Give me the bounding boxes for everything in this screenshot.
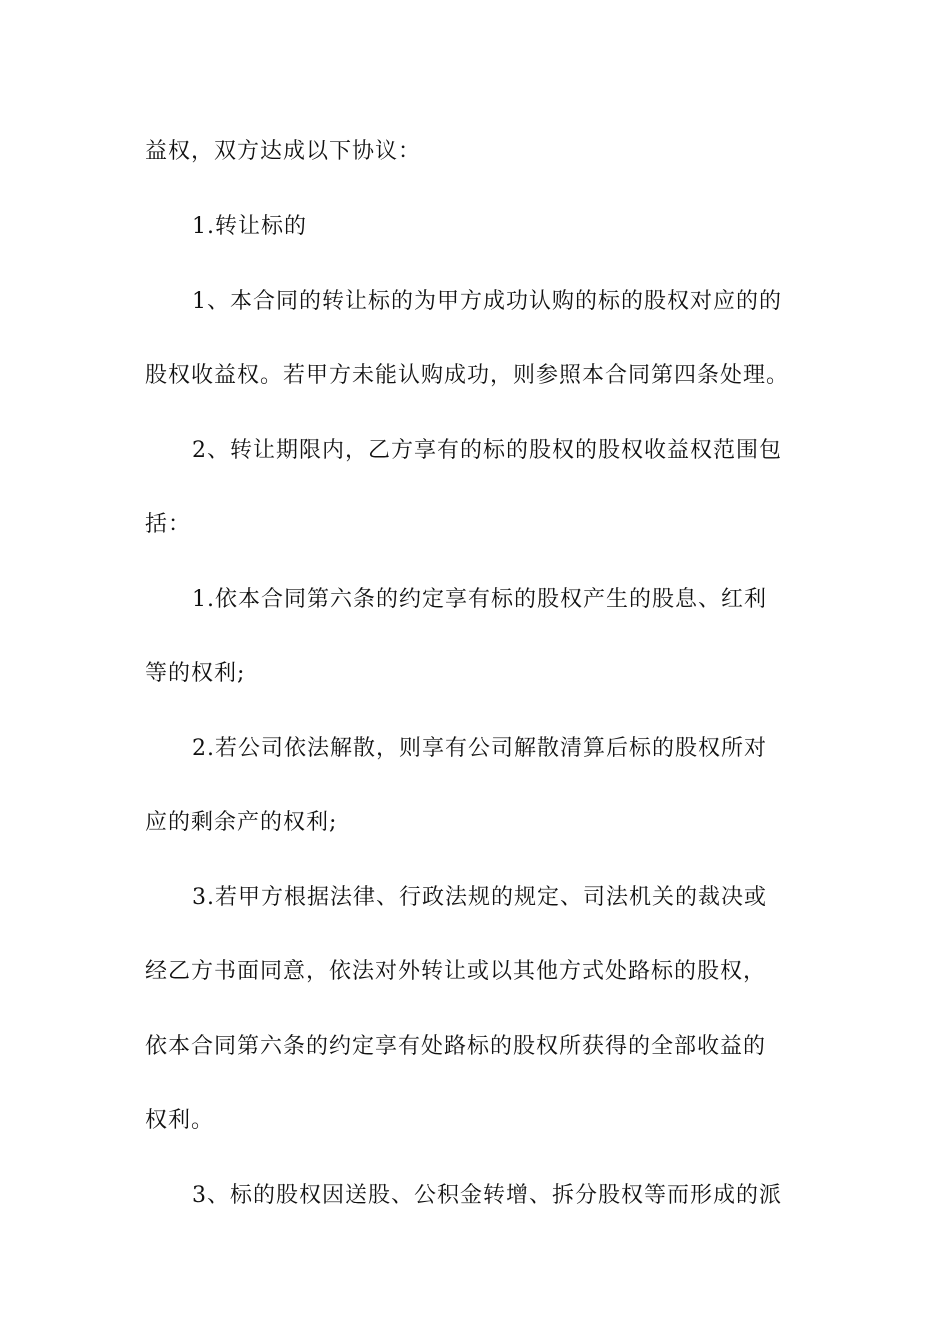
text-line-8: 等的权利; — [145, 661, 246, 686]
text-line-4: 股权收益权。若甲方未能认购成功，则参照本合同第四条处理。 — [145, 363, 790, 388]
text-line-1: 益权，双方达成以下协议： — [145, 139, 422, 164]
text-line-11: 3.若甲方根据法律、行政法规的规定、司法机关的裁决或 — [192, 885, 767, 910]
text-line-14: 权利。 — [145, 1108, 215, 1133]
text-line-6: 括： — [145, 512, 192, 537]
text-line-5: 2、转让期限内，乙方享有的标的股权的股权收益权范围包 — [192, 438, 782, 463]
text-line-7: 1.依本合同第六条的约定享有标的股权产生的股息、红利 — [192, 587, 767, 612]
text-line-12: 经乙方书面同意，依法对外转让或以其他方式处路标的股权， — [145, 959, 767, 984]
text-line-10: 应的剩余产的权利; — [145, 810, 338, 835]
text-line-3: 1、本合同的转让标的为甲方成功认购的标的股权对应的的 — [192, 289, 782, 314]
text-line-9: 2.若公司依法解散，则享有公司解散清算后标的股权所对 — [192, 736, 767, 761]
section-heading-transfer-subject: 1.转让标的 — [192, 214, 307, 239]
text-line-15: 3、标的股权因送股、公积金转增、拆分股权等而形成的派 — [192, 1183, 782, 1208]
text-line-13: 依本合同第六条的约定享有处路标的股权所获得的全部收益的 — [145, 1034, 767, 1059]
